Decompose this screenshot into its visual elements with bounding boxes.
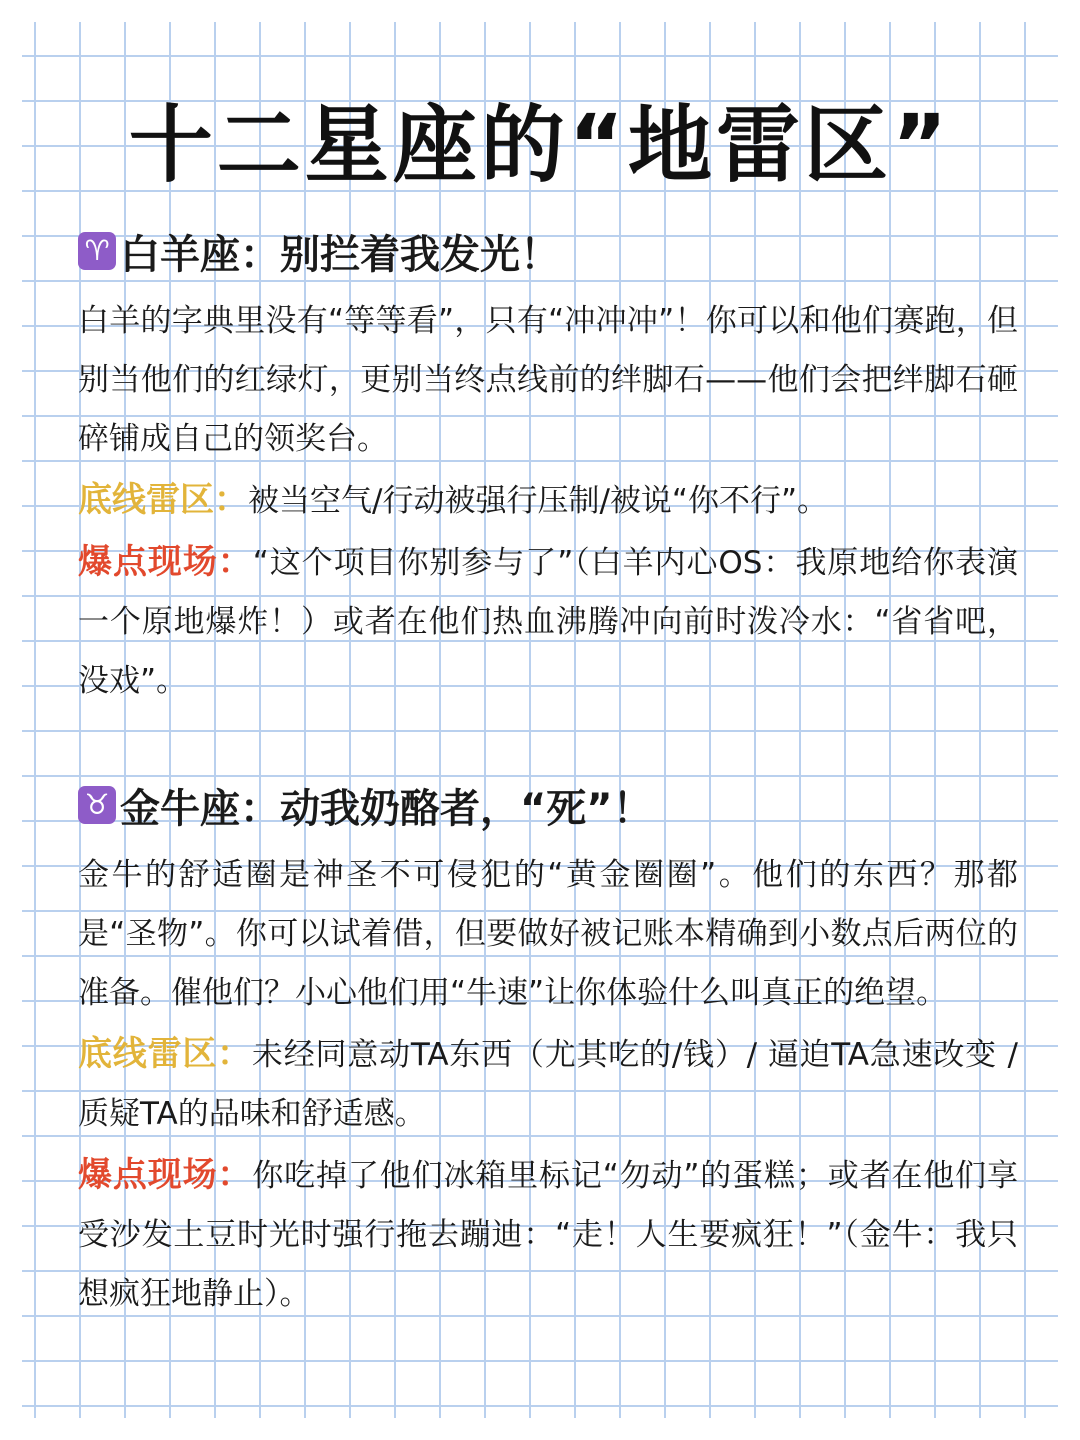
bottom-line-label: 底线雷区： <box>78 480 248 520</box>
section-heading-text: 白羊座：别拦着我发光！ <box>120 231 560 278</box>
section-heading <box>78 226 1018 276</box>
section-description: 白羊的字典里没有“等等看”，只有“冲冲冲”！你可以和他们赛跑，但别当他们的红绿灯，更别当终点线前的绊脚石——他们会把绊脚石砸碎铺成自己的领奖台。 <box>78 303 1018 457</box>
explosion-paragraph <box>78 1146 1018 1324</box>
explosion-text: 你吃掉了他们冰箱里标记“勿动”的蛋糕；或者在他们享受沙发土豆时光时强行拖去蹦迪：“走！人生要疯狂！”（金牛：我只想疯狂地静止）。 <box>78 1158 1019 1312</box>
bottom-line-paragraph <box>78 1025 1018 1144</box>
explosion-label: 爆点现场： <box>78 542 253 582</box>
bottom-line-text: 被当空气/行动被强行压制/被说“你不行”。 <box>248 483 829 519</box>
explosion-text: “这个项目你别参与了”（白羊内心OS：我原地给你表演一个原地爆炸！）或者在他们热血沸腾冲向前时泼冷水：“省省吧，没戏”。 <box>78 545 1019 699</box>
bottom-line-label: 底线雷区： <box>78 1034 252 1074</box>
explosion-label: 爆点现场： <box>78 1155 253 1195</box>
section-heading <box>78 780 1018 830</box>
bottom-line-paragraph <box>78 471 1018 531</box>
aries-icon: ♈ <box>78 232 116 270</box>
section-description: 金牛的舒适圈是神圣不可侵犯的“黄金圈圈”。他们的东西？那都是“圣物”。你可以试着借，但要做好被记账本精确到小数点后两位的准备。催他们？小心他们用“牛速”让你体验什么叫真正的绝望。 <box>78 857 1018 1011</box>
section-heading-text: 金牛座：动我奶酪者，“死”！ <box>120 785 653 832</box>
bottom-line-text: 未经同意动TA东西（尤其吃的/钱）/ 逼迫TA急速改变 / 质疑TA的品味和舒适感。 <box>78 1037 1019 1132</box>
taurus-icon: ♉ <box>78 786 116 824</box>
section-aries <box>78 226 1018 711</box>
page-title: 十二星座的“地雷区” <box>128 96 952 194</box>
explosion-paragraph <box>78 533 1018 711</box>
section-taurus <box>78 780 1018 1324</box>
